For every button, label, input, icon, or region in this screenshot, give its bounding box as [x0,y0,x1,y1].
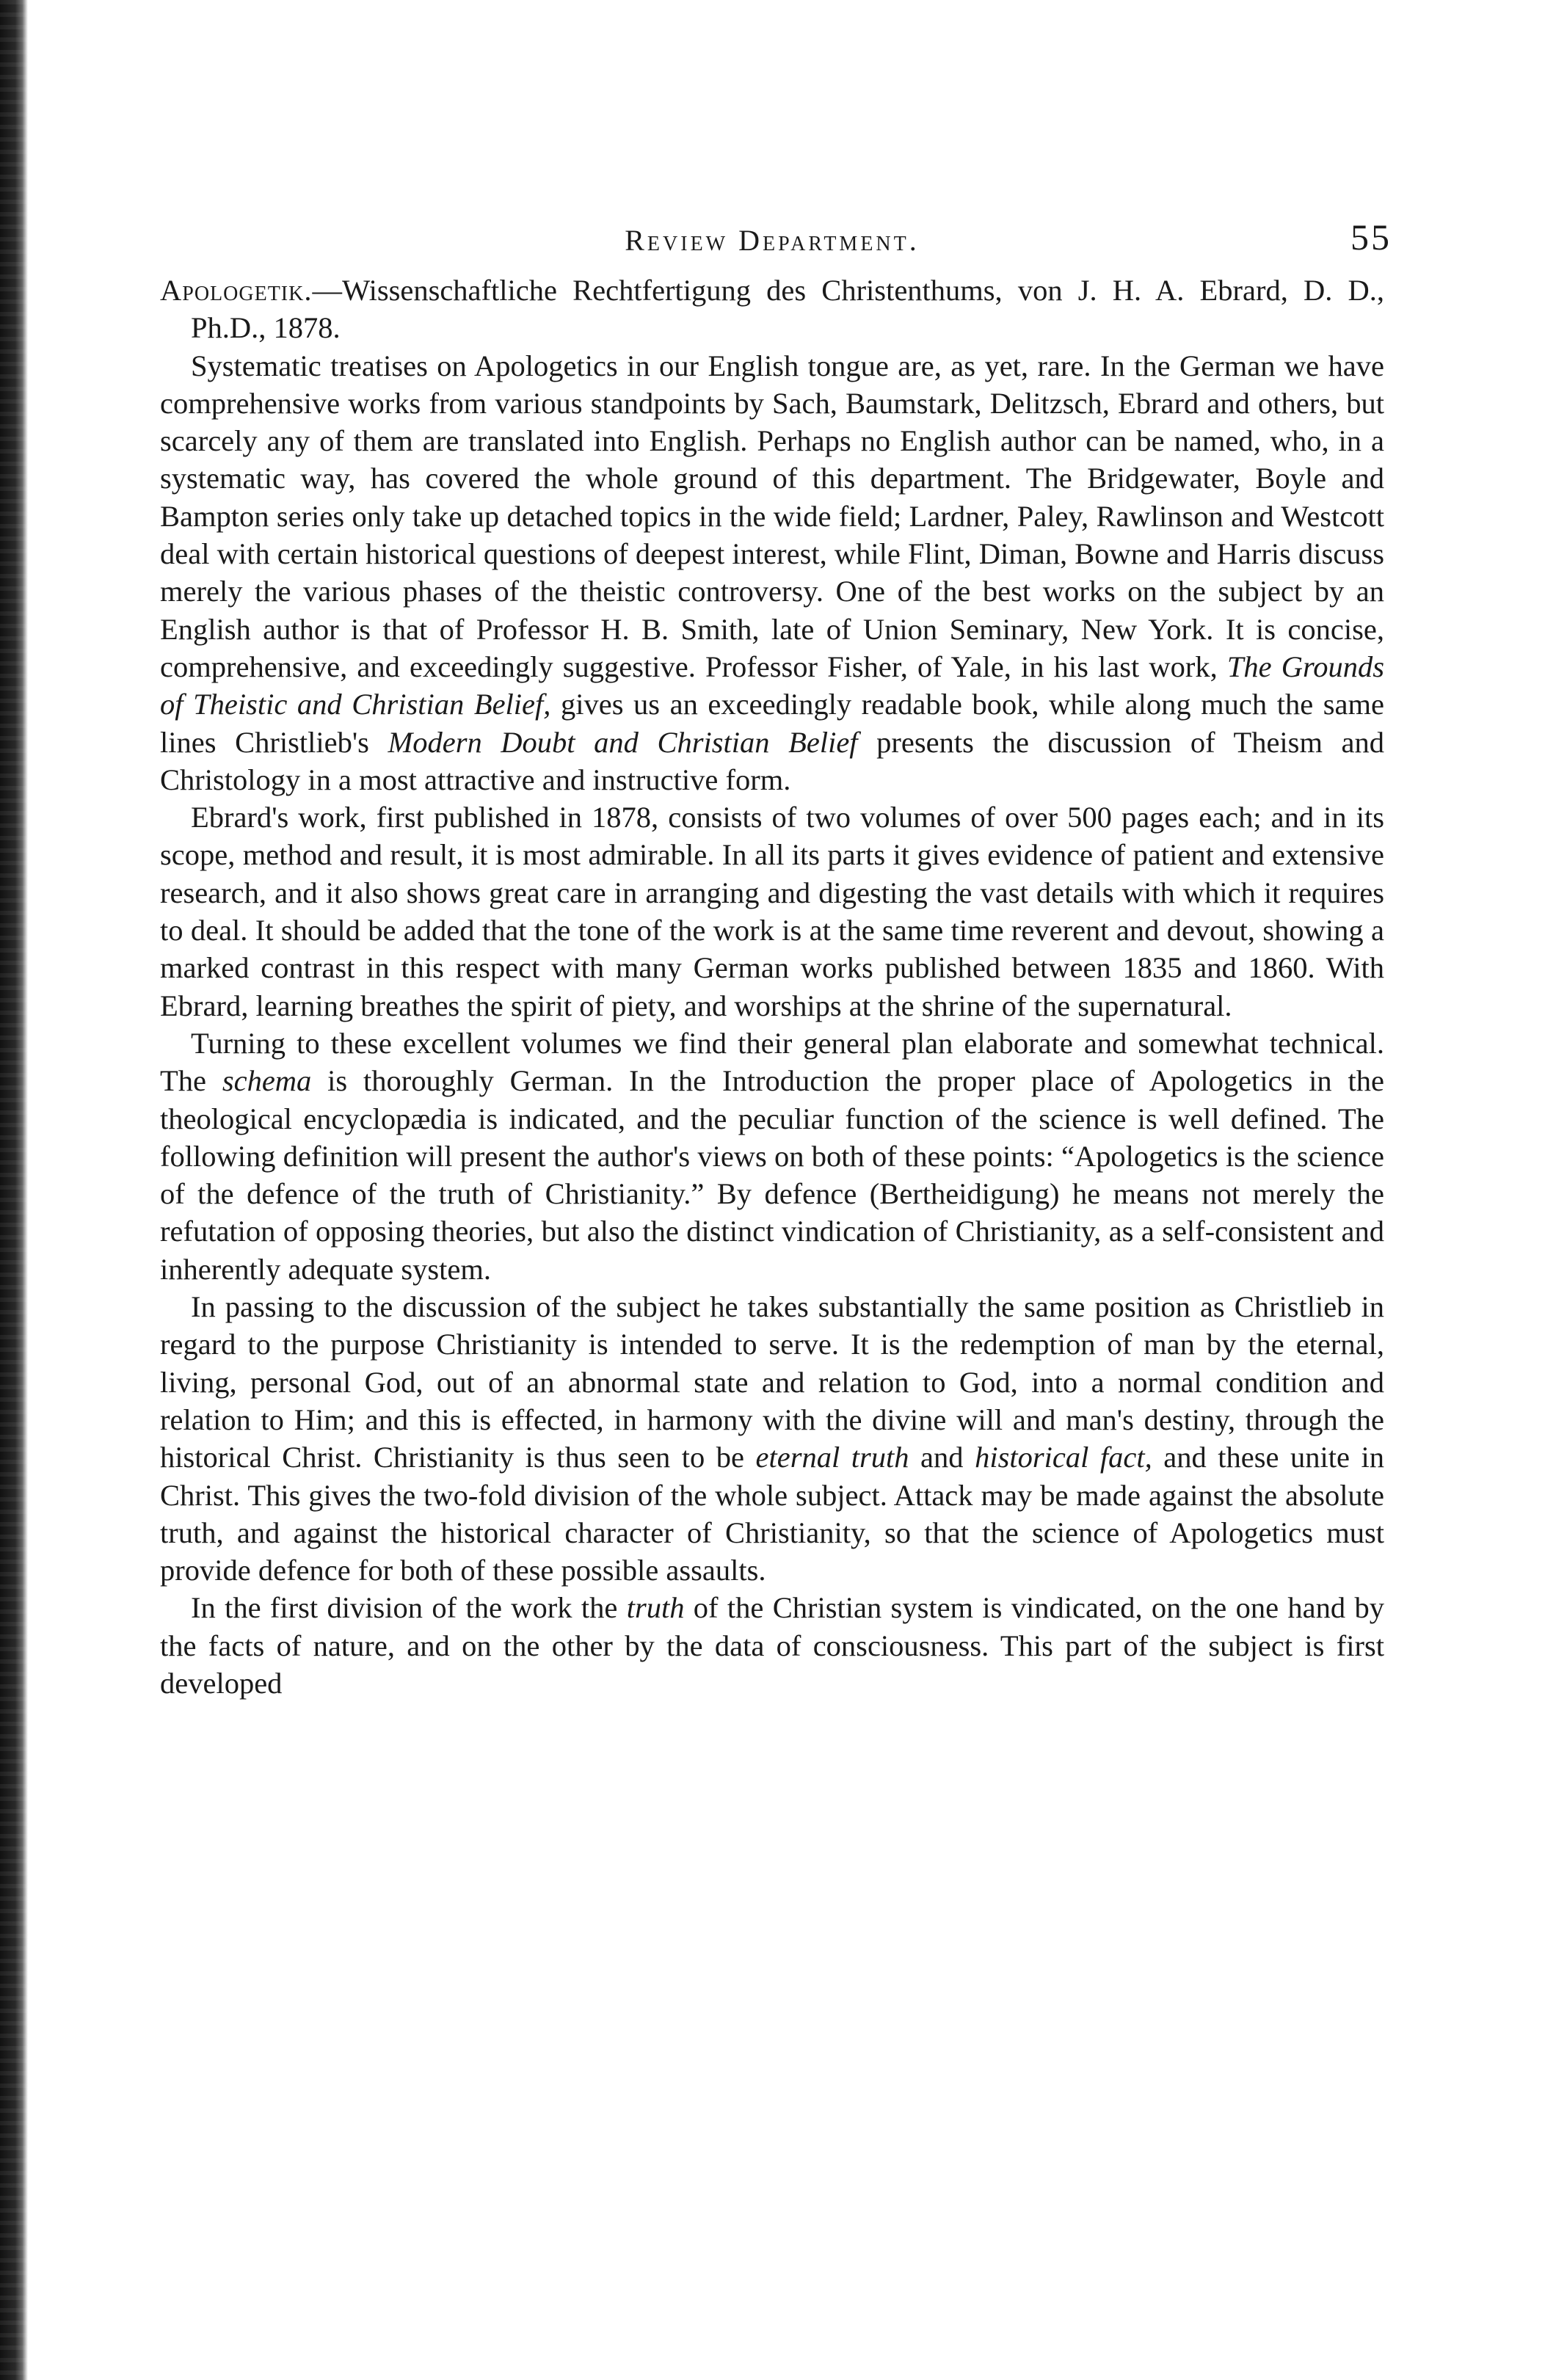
article-body [160,272,1384,1702]
paragraph-4-text-c: and these unite in Christ. This gives the two-fold division of the whole subject. Attack may be made against the absolute truth, and against the historical character of Christianity, so that the science of Apologetics must provide defence for both of these possible assaults. [160,1441,1384,1587]
paragraph-1-text-b: gives us an exceedingly readable book, while along much the same lines Christlieb's [160,688,1384,759]
paragraph-3 [160,1025,1384,1288]
scan-edge [0,0,28,2380]
running-title: Review Department. [625,224,920,257]
review-entry-heading [160,272,1384,347]
paragraph-2: Ebrard's work, first published in 1878, consists of two volumes of over 500 pages each; and in its scope, method and result, it is most admirable. In all its parts it gives evidence of patient and extensive research, and it also shows great care in arranging and digesting the vast details with which it requires to deal. It should be added that the tone of the work is at the same time reverent and devout, showing a marked contrast in this respect with many German works published between 1835 and 1860. With Ebrard, learning breathes the spirit of piety, and worships at the shrine of the supernatural. [160,801,1384,1022]
paragraph-3-text-b: is thoroughly German. In the Introduction the proper place of Apologetics in the theological encyclopædia is indicated, and the peculiar function of the science is well defined. The following definition will present the author's views on both of these points: “Apologetics is the science of the defence of the truth of Christianity.” By defence (Bertheidigung) he means not merely the refutation of opposing theories, but also the distinct vindication of Christianity, as a self-consistent and inherently adequate system. [160,1064,1384,1286]
entry-details: —Wissenschaftliche Rechtfertigung des Christenthums, von J. H. A. Ebrard, D. D., Ph.D., 1878. [191,274,1384,345]
book-title-grounds: The Grounds of Theistic and Christian Belief, [160,649,1384,721]
paragraph-1-text-c: presents the discussion of Theism and Christology in a most attractive and instructive form. [160,725,1385,796]
paragraph-5-text-a: In the first division of the work the [191,1591,627,1625]
paragraph-3-text-a: Turning to these excellent volumes we find their general plan elaborate and somewhat technical. The [160,1026,1384,1098]
paragraph-5 [160,1589,1384,1702]
paragraph-4-text-b: and [909,1441,975,1474]
italic-historical-fact: historical fact, [975,1441,1152,1474]
book-title-modern-doubt: Modern Doubt and Christian Belief [388,725,858,759]
page [160,213,1392,1702]
paragraph-1-text-a: Systematic treatises on Apologetics in our English tongue are, as yet, rare. In the German we have comprehensive works from various standpoints by Sach, Baumstark, Delitzsch, Ebrard and others, but scarcely any of them are translated into English. Perhaps no English author can be named, who, in a systematic way, has covered the whole ground of this department. The Bridgewater, Boyle and Bampton series only take up detached topics in the wide field; Lardner, Paley, Rawlinson and Westcott deal with certain historical questions of deepest interest, while Flint, Diman, Bowne and Harris discuss merely the various phases of the theistic controversy. One of the best works on the subject by an English author is that of Professor H. B. Smith, late of Union Seminary, New York. It is concise, comprehensive, and exceedingly suggestive. Professor Fisher, of Yale, in his last work, [160,349,1385,683]
paragraph-1 [160,347,1384,799]
running-head [160,213,1392,272]
italic-eternal-truth: eternal truth [755,1441,909,1474]
entry-title: Apologetik. [160,274,313,307]
paragraph-4 [160,1288,1384,1589]
italic-truth: truth [626,1591,685,1625]
paragraph-4-text-a: In passing to the discussion of the subject he takes substantially the same position as Christlieb in regard to the purpose Christianity is intended to serve. It is the redemption of man by the eternal, living, personal God, out of an abnormal state and relation to God, into a normal condition and relation to Him; and this is effected, in harmony with the divine will and man's destiny, through the historical Christ. Christianity is thus seen to be [160,1290,1384,1474]
page-number: 55 [1350,216,1392,258]
italic-schema: schema [222,1064,312,1098]
paragraph-5-text-b: of the Christian system is vindicated, on the one hand by the facts of nature, and on the other by the data of consciousness. This part of the subject is first developed [160,1591,1384,1700]
